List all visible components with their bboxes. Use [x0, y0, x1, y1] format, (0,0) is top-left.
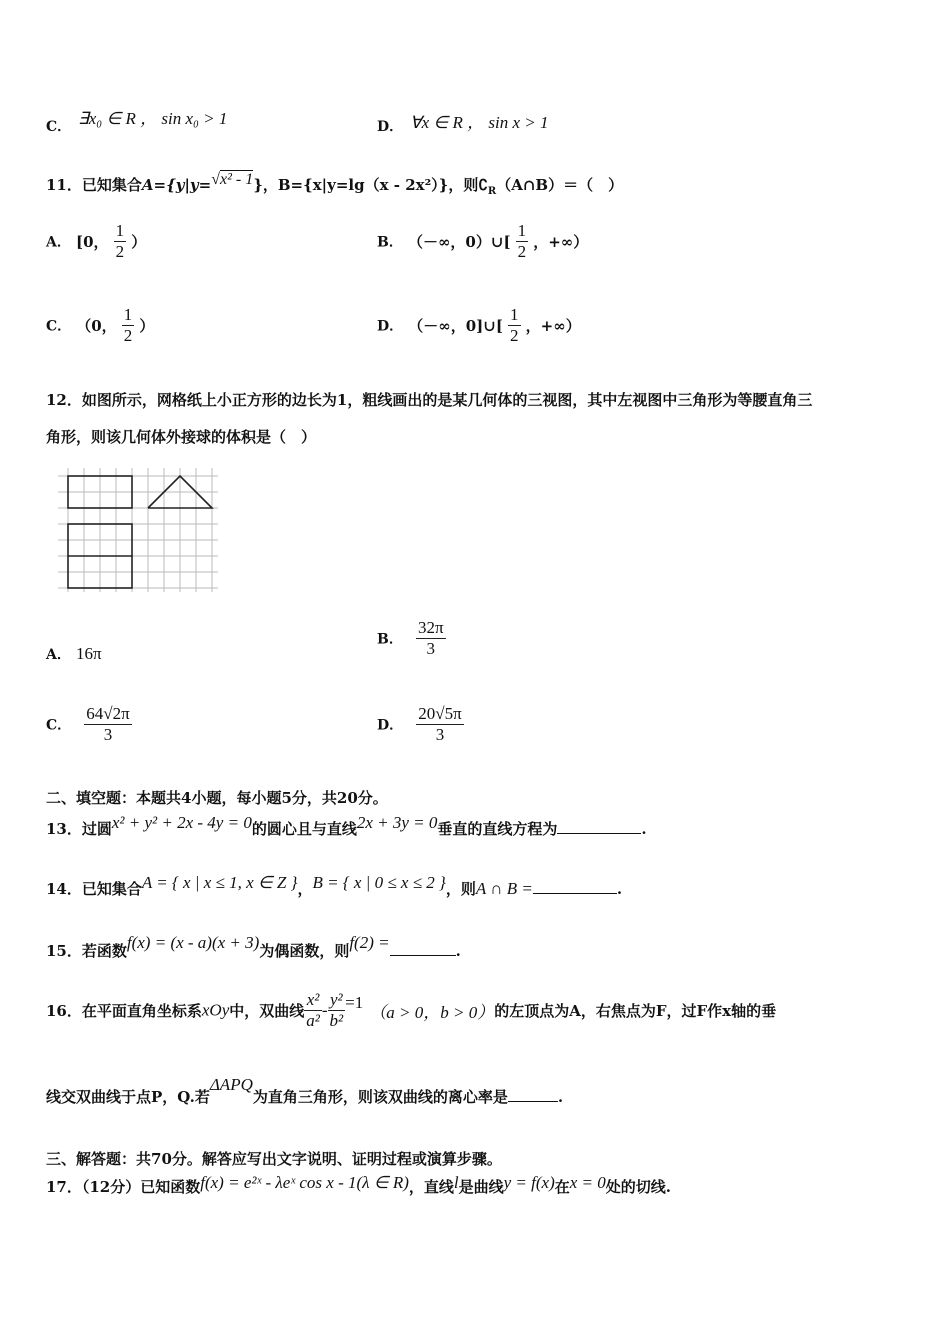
q11-option-a: A． [0， $\frac{1}{2}$ ） [46, 221, 147, 261]
q12-stem-line2: 角形，则该几何体外接球的体积是（ ） [46, 428, 317, 446]
q13-answer-blank[interactable] [557, 819, 641, 834]
q11-option-d: D． （－∞，0]∪[ $\frac{1}{2}$ ，+∞） [377, 305, 581, 345]
q12-option-a: A． 16π [46, 644, 102, 663]
q11-stem: 11．已知集合A={y|y=√x² - 1}，B={x|y=lg（x - 2x²）}，则$∁_R(A\cap B)=$（ ） [46, 171, 624, 197]
q10-option-d-math: ∀x ∈ R ， sin x > 1 [410, 113, 549, 132]
q16-line1: 16．在平面直角坐标系xOy中，双曲线 $\frac{\text{x²}}{\text{a²}}$ - $\frac{\text{y²}}{\text{b²}}$ =1（a > 0，b > 0）的左顶点为A，右焦点为F，过F作x轴的垂 [46, 990, 777, 1030]
q15: 15．若函数f(x) = (x - a)(x + 3)为偶函数，则f(2) = . [46, 933, 461, 960]
q14-answer-blank[interactable] [533, 879, 617, 894]
grid-lines [58, 468, 218, 592]
q10-option-c-math: ∃x₀ ∈ R ， sin x₀ > 1 [78, 109, 228, 128]
q16-answer-blank[interactable] [508, 1087, 558, 1102]
q17: 17．（12分）已知函数f(x) = e²ˣ - λeˣ cos x - 1(λ ∈ R)，直线l是曲线y = f(x)在x = 0处的切线. [46, 1173, 672, 1196]
section-3-heading: 三、解答题：共70分。解答应写出文字说明、证明过程或演算步骤。 [46, 1150, 502, 1168]
q12-option-d: D． $\frac{20√5\pi}{3}$ [377, 704, 462, 744]
q11-option-b: B． （－∞，0）∪[ $\frac{1}{2}$ ，+∞） [377, 221, 589, 261]
section-2-heading: 二、填空题：本题共4小题，每小题5分，共20分。 [46, 789, 388, 807]
q13: 13．过圆x² + y² + 2x - 4y = 0的圆心且与直线2x + 3y = 0垂直的直线方程为 . [46, 813, 647, 838]
q15-answer-blank[interactable] [390, 941, 456, 956]
q12-stem-line1: 12．如图所示，网格纸上小正方形的边长为1，粗线画出的是某几何体的三视图，其中左视图中三角形为等腰直角三 [46, 391, 813, 409]
q11-option-c: C． （0， $\frac{1}{2}$ ） [46, 305, 155, 345]
q10-option-c-label: C． [46, 119, 72, 135]
q16-line2: 线交双曲线于点P，Q.若ΔAPQ为直角三角形，则该双曲线的离心率是 . [46, 1075, 564, 1106]
q14: 14．已知集合A = { x | x ≤ 1, x ∈ Z }，B = { x | 0 ≤ x ≤ 2 }，则A ∩ B = . [46, 873, 623, 898]
q10-option-d-label: D． [377, 119, 404, 135]
three-view-diagram [58, 466, 220, 594]
q12-option-c: C． $\frac{64√2\pi}{3}$ [46, 704, 130, 744]
q12-option-b: B． $\frac{32\pi}{3}$ [377, 618, 444, 658]
